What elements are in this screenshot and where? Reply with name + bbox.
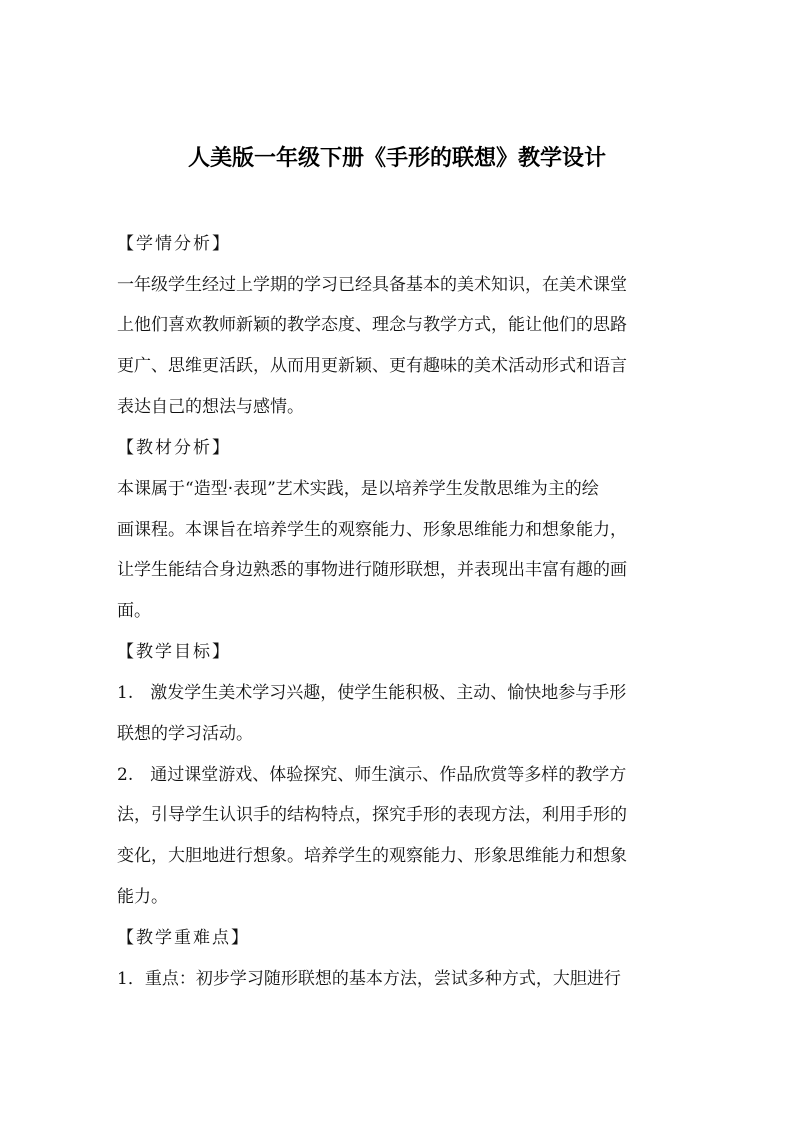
paragraph-line: 一年级学生经过上学期的学习已经具备基本的美术知识，在美术课堂 xyxy=(117,275,627,295)
paragraph-line: 本课属于“造型·表现”艺术实践，是以培养学生发散思维为主的绘 xyxy=(117,479,599,499)
section-heading-material-analysis: 【教材分析】 xyxy=(117,438,231,458)
section-heading-learner-analysis: 【学情分析】 xyxy=(117,234,231,254)
list-item-line: 法，引导学生认识手的结构特点，探究手形的表现方法，利用手形的 xyxy=(117,805,627,825)
paragraph-line: 让学生能结合身边熟悉的事物进行随形联想，并表现出丰富有趣的画 xyxy=(117,560,627,580)
list-item-line: 变化，大胆地进行想象。培养学生的观察能力、形象思维能力和想象 xyxy=(117,846,627,866)
section-heading-teaching-goals: 【教学目标】 xyxy=(117,642,231,662)
list-item-line: 联想的学习活动。 xyxy=(117,724,253,744)
paragraph-line: 面。 xyxy=(117,601,151,621)
document-title: 人美版一年级下册《手形的联想》教学设计 xyxy=(187,146,606,171)
list-item-line: 2. 通过课堂游戏、体验探究、师生演示、作品欣赏等多样的教学方 xyxy=(117,765,627,785)
paragraph-line: 更广、思维更活跃，从而用更新颖、更有趣味的美术活动形式和语言 xyxy=(117,356,627,376)
list-item-line: 1．重点：初步学习随形联想的基本方法，尝试多种方式，大胆进行 xyxy=(117,969,621,989)
paragraph-line: 画课程。本课旨在培养学生的观察能力、形象思维能力和想象能力， xyxy=(117,520,627,540)
list-item-line: 1. 激发学生美术学习兴趣，使学生能积极、主动、愉快地参与手形 xyxy=(117,683,627,703)
section-heading-key-points: 【教学重难点】 xyxy=(117,928,250,948)
list-item-line: 能力。 xyxy=(117,887,168,907)
paragraph-line: 表达自己的想法与感情。 xyxy=(117,397,304,417)
paragraph-line: 上他们喜欢教师新颖的教学态度、理念与教学方式，能让他们的思路 xyxy=(117,315,627,335)
